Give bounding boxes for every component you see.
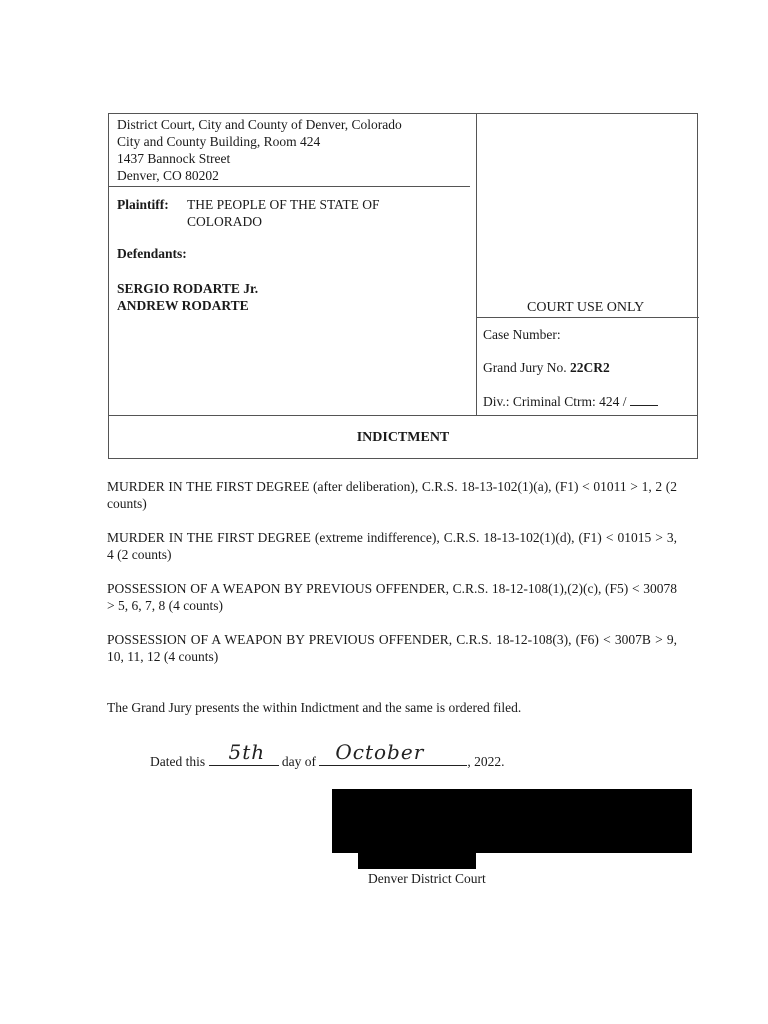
counts-list — [107, 478, 677, 682]
count-item: POSSESSION OF A WEAPON BY PREVIOUS OFFENDER, C.R.S. 18-12-108(1),(2)(c), (F5) < 30078 > 5, 6, 7, 8 (4 counts) — [107, 581, 677, 613]
handwritten-day: 5th — [228, 740, 266, 764]
document-title: INDICTMENT — [356, 430, 450, 445]
plaintiff-value-line-2: COLORADO — [187, 214, 263, 229]
defendant-name: ANDREW RODARTE — [117, 298, 249, 313]
court-name-line: District Court, City and County of Denver, Colorado — [117, 117, 402, 132]
redaction-bar-small — [358, 853, 476, 869]
court-address-block — [117, 116, 402, 184]
case-info-block — [483, 327, 658, 426]
caption-divider-right — [476, 317, 699, 318]
court-building-line: City and County Building, Room 424 — [117, 134, 321, 149]
defendant-name: SERGIO RODARTE Jr. — [117, 281, 259, 296]
case-number-label: Case Number: — [483, 327, 561, 342]
grand-jury-line — [483, 360, 658, 393]
caption-vertical-divider — [476, 114, 477, 415]
grand-jury-number: 22CR2 — [570, 360, 610, 375]
day-blank — [209, 740, 279, 766]
defendant-names — [117, 280, 258, 314]
dated-suffix: , 2022. — [467, 754, 505, 769]
dated-line — [150, 740, 505, 770]
count-item: MURDER IN THE FIRST DEGREE (extreme indifference), C.R.S. 18-13-102(1)(d), (F1) < 01015 > 3, 4 (2 counts) — [107, 530, 677, 562]
redaction-bar — [332, 789, 692, 853]
court-street-line: 1437 Bannock Street — [117, 151, 231, 166]
grand-jury-prefix: Grand Jury No. — [483, 360, 570, 375]
signature-caption: Denver District Court — [368, 871, 486, 886]
defendants-label: Defendants: — [117, 246, 187, 261]
plaintiff-value-line-1: THE PEOPLE OF THE STATE OF — [187, 197, 380, 212]
court-city-line: Denver, CO 80202 — [117, 168, 219, 183]
plaintiff-block — [117, 196, 407, 230]
division-blank-line — [630, 393, 658, 406]
grand-jury-presents-statement: The Grand Jury presents the within Indictment and the same is ordered filed. — [107, 700, 522, 715]
dated-middle: day of — [278, 754, 320, 769]
month-blank — [319, 740, 467, 766]
caption-divider-left — [109, 186, 470, 187]
handwritten-month: October — [335, 740, 425, 764]
indictment-title-box — [108, 416, 698, 459]
plaintiff-label: Plaintiff: — [117, 197, 169, 212]
court-use-only-label: COURT USE ONLY — [527, 300, 645, 315]
dated-prefix: Dated this — [150, 754, 209, 769]
count-item: POSSESSION OF A WEAPON BY PREVIOUS OFFENDER, C.R.S. 18-12-108(3), (F6) < 3007B > 9, 10, 11, 12 (4 counts) — [107, 632, 677, 664]
count-item: MURDER IN THE FIRST DEGREE (after deliberation), C.R.S. 18-13-102(1)(a), (F1) < 01011 > 1, 2 (2 counts) — [107, 479, 677, 511]
case-caption-box — [108, 113, 698, 416]
division-text: Div.: Criminal Ctrm: 424 / — [483, 394, 630, 409]
plaintiff-value — [187, 196, 407, 230]
